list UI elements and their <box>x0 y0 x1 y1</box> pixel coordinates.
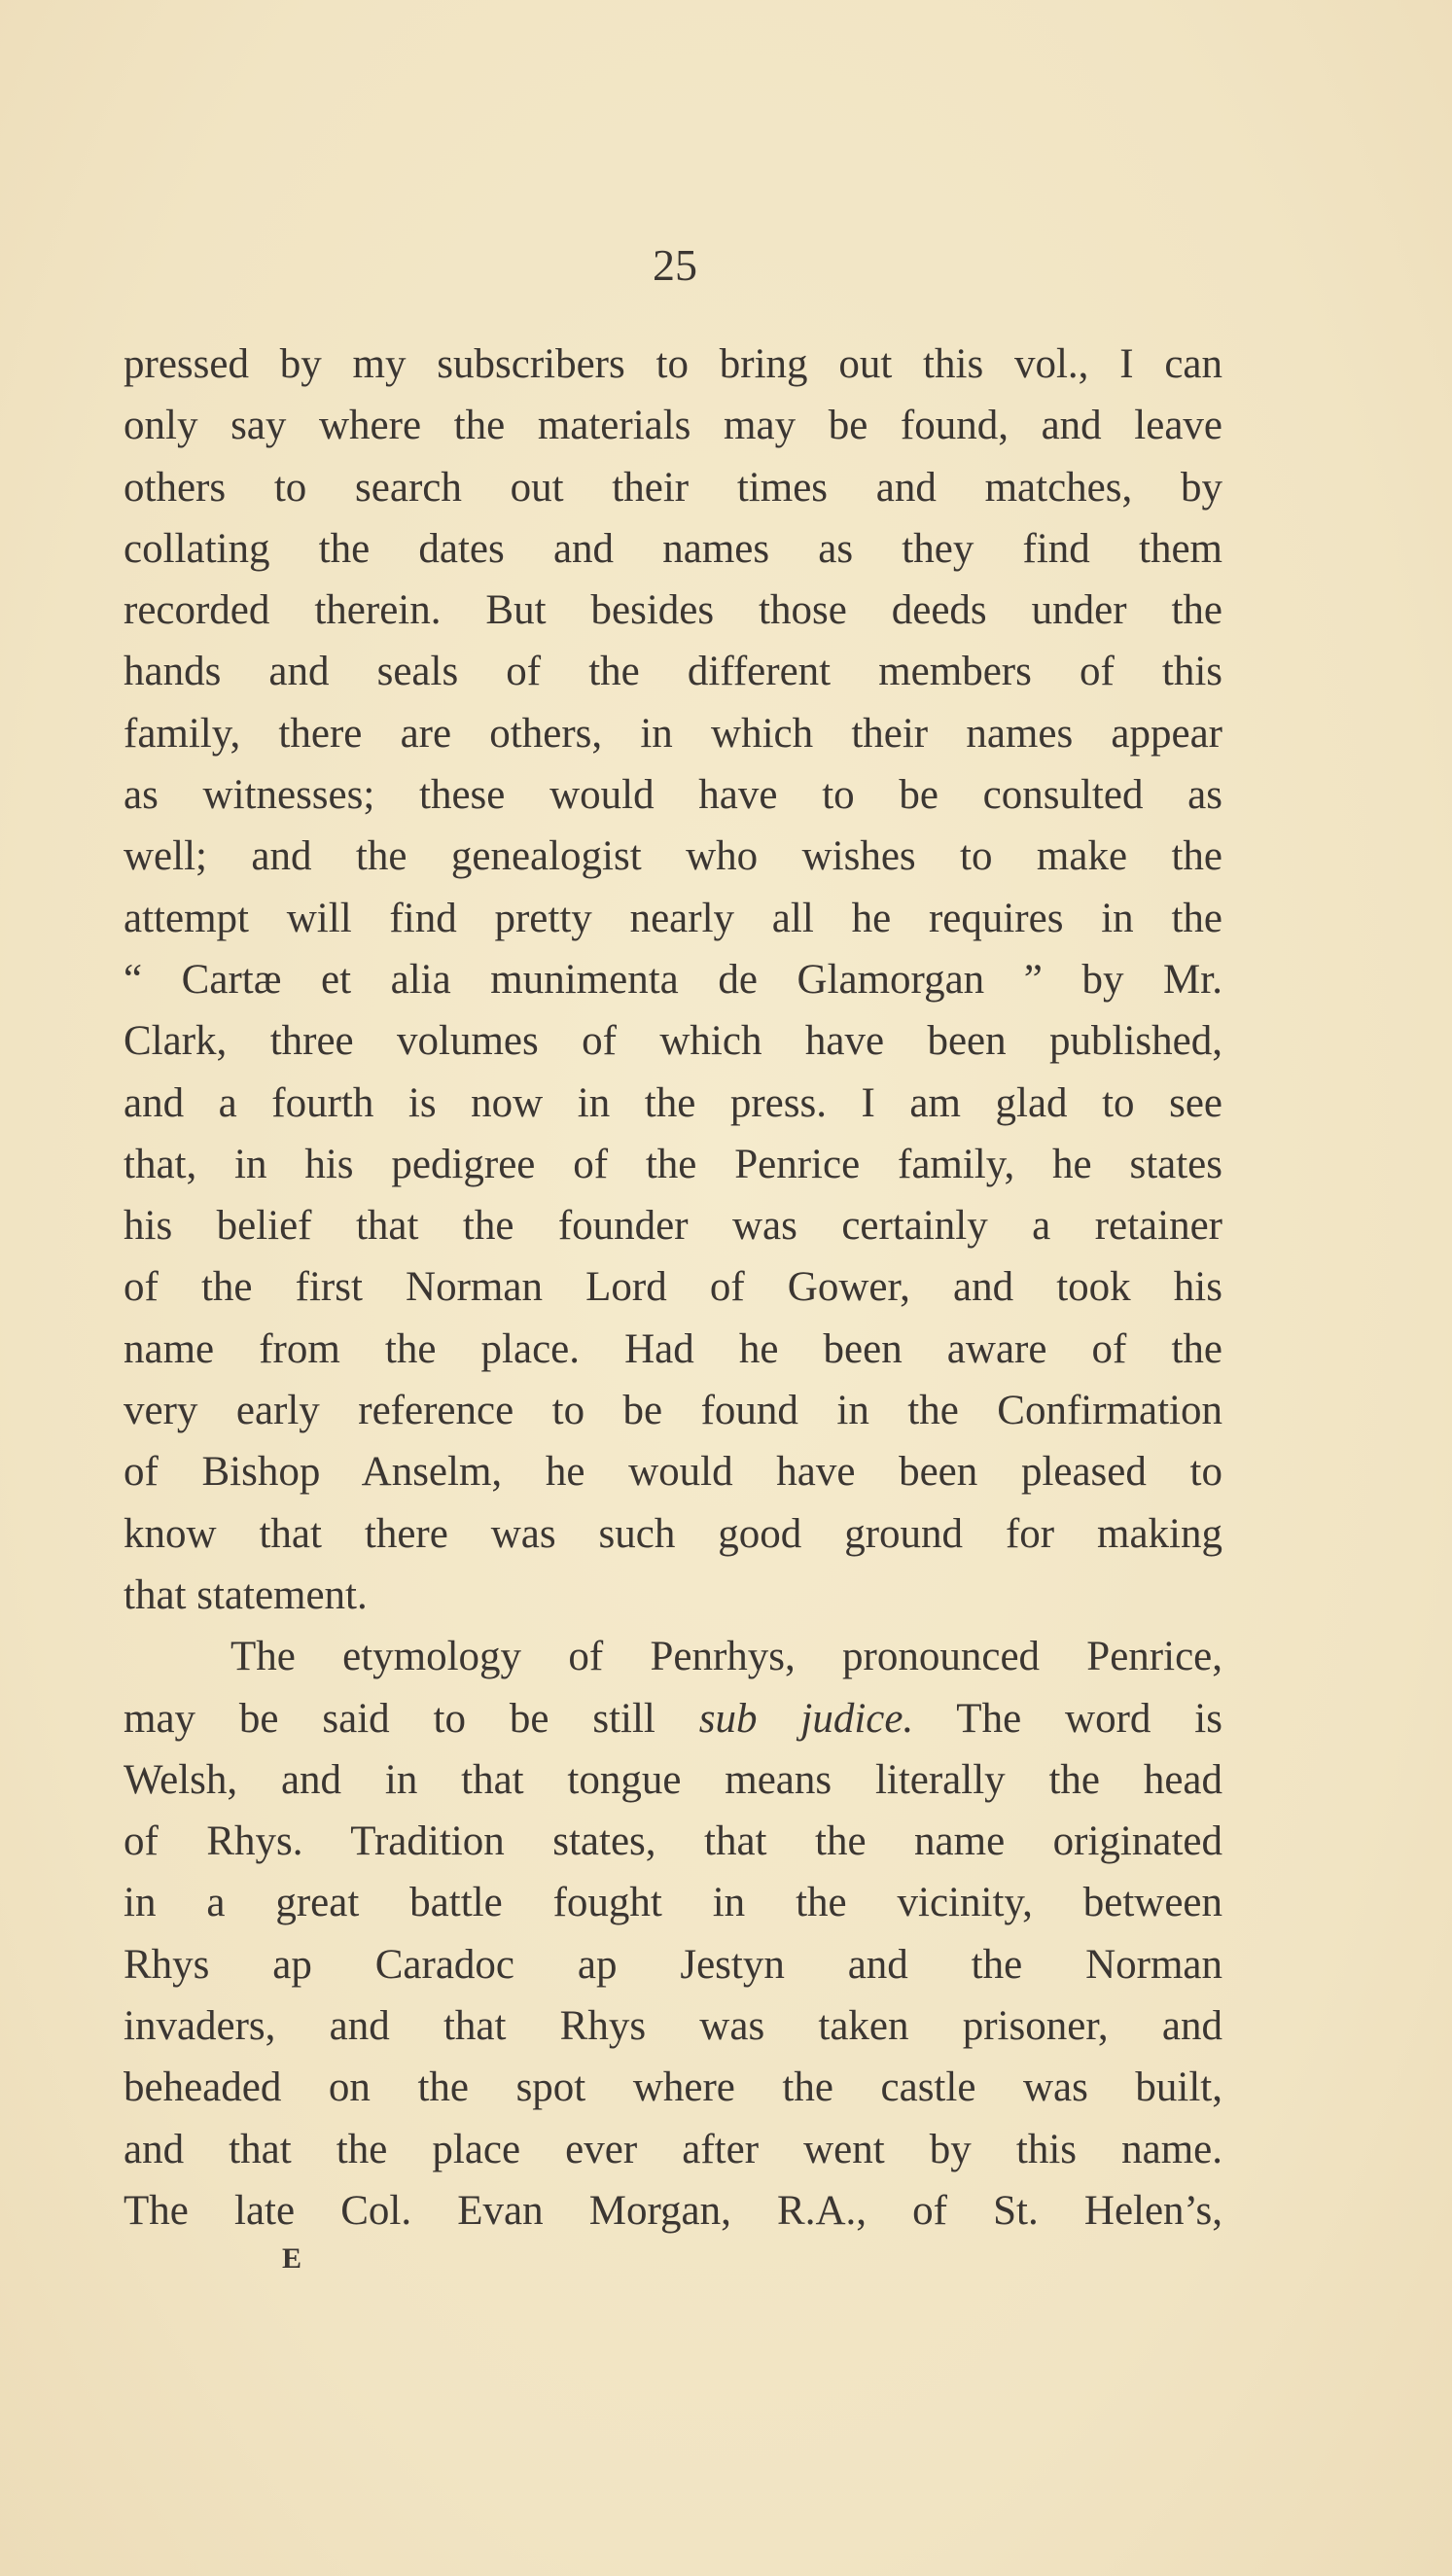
page-number: 25 <box>653 240 697 290</box>
text-line: “ Cartæ et alia munimenta de Glamorgan ” by Mr. <box>124 956 1222 1003</box>
text-line: and that the place ever after went by this name. <box>124 2126 1222 2172</box>
text-line: as witnesses; these would have to be consulted as <box>124 772 1222 819</box>
text-run: The word is <box>913 1695 1222 1742</box>
text-line: attempt will find pretty nearly all he requires in the <box>124 895 1222 941</box>
text-line: invaders, and that Rhys was taken prisoner, and <box>124 2003 1222 2050</box>
italic-phrase: sub judice. <box>698 1695 914 1742</box>
body-text <box>124 334 1222 2241</box>
text-line: of the first Norman Lord of Gower, and took his <box>124 1264 1222 1311</box>
text-line: Rhys ap Caradoc ap Jestyn and the Norman <box>124 1941 1222 1988</box>
text-line: and a fourth is now in the press. I am glad to see <box>124 1079 1222 1126</box>
text-line: pressed by my subscribers to bring out this vol., I can <box>124 341 1222 387</box>
text-line: name from the place. Had he been aware of the <box>124 1325 1222 1372</box>
text-line: well; and the genealogist who wishes to make the <box>124 833 1222 880</box>
text-line: beheaded on the spot where the castle was built, <box>124 2064 1222 2111</box>
text-line: in a great battle fought in the vicinity, between <box>124 1880 1222 1926</box>
text-line: Welsh, and in that tongue means literally the head <box>124 1756 1222 1803</box>
text-line: Clark, three volumes of which have been published, <box>124 1018 1222 1065</box>
text-line: The etymology of Penrhys, pronounced Penrice, <box>230 1634 1222 1680</box>
text-line: others to search out their times and matches, by <box>124 464 1222 511</box>
text-line: hands and seals of the different members of this <box>124 649 1222 695</box>
text-line-with-italic <box>124 1688 1222 1749</box>
text-line: The late Col. Evan Morgan, R.A., of St. Helen’s, <box>124 2187 1222 2234</box>
text-line: collating the dates and names as they find them <box>124 525 1222 572</box>
text-line: recorded therein. But besides those deeds under the <box>124 587 1222 634</box>
signature-mark: E <box>282 2242 302 2275</box>
text-line: of Bishop Anselm, he would have been pleased to <box>124 1449 1222 1496</box>
text-line: his belief that the founder was certainly a retainer <box>124 1203 1222 1250</box>
text-line: very early reference to be found in the Confirmation <box>124 1388 1222 1434</box>
text-line: family, there are others, in which their names appear <box>124 710 1222 757</box>
text-line: that, in his pedigree of the Penrice family, he states <box>124 1141 1222 1187</box>
text-line: that statement. <box>124 1571 368 1618</box>
text-line: of Rhys. Tradition states, that the name originated <box>124 1818 1222 1865</box>
text-line: only say where the materials may be found, and leave <box>124 403 1222 449</box>
text-line: know that there was such good ground for making <box>124 1510 1222 1557</box>
text-run: may be said to be still <box>124 1695 699 1742</box>
